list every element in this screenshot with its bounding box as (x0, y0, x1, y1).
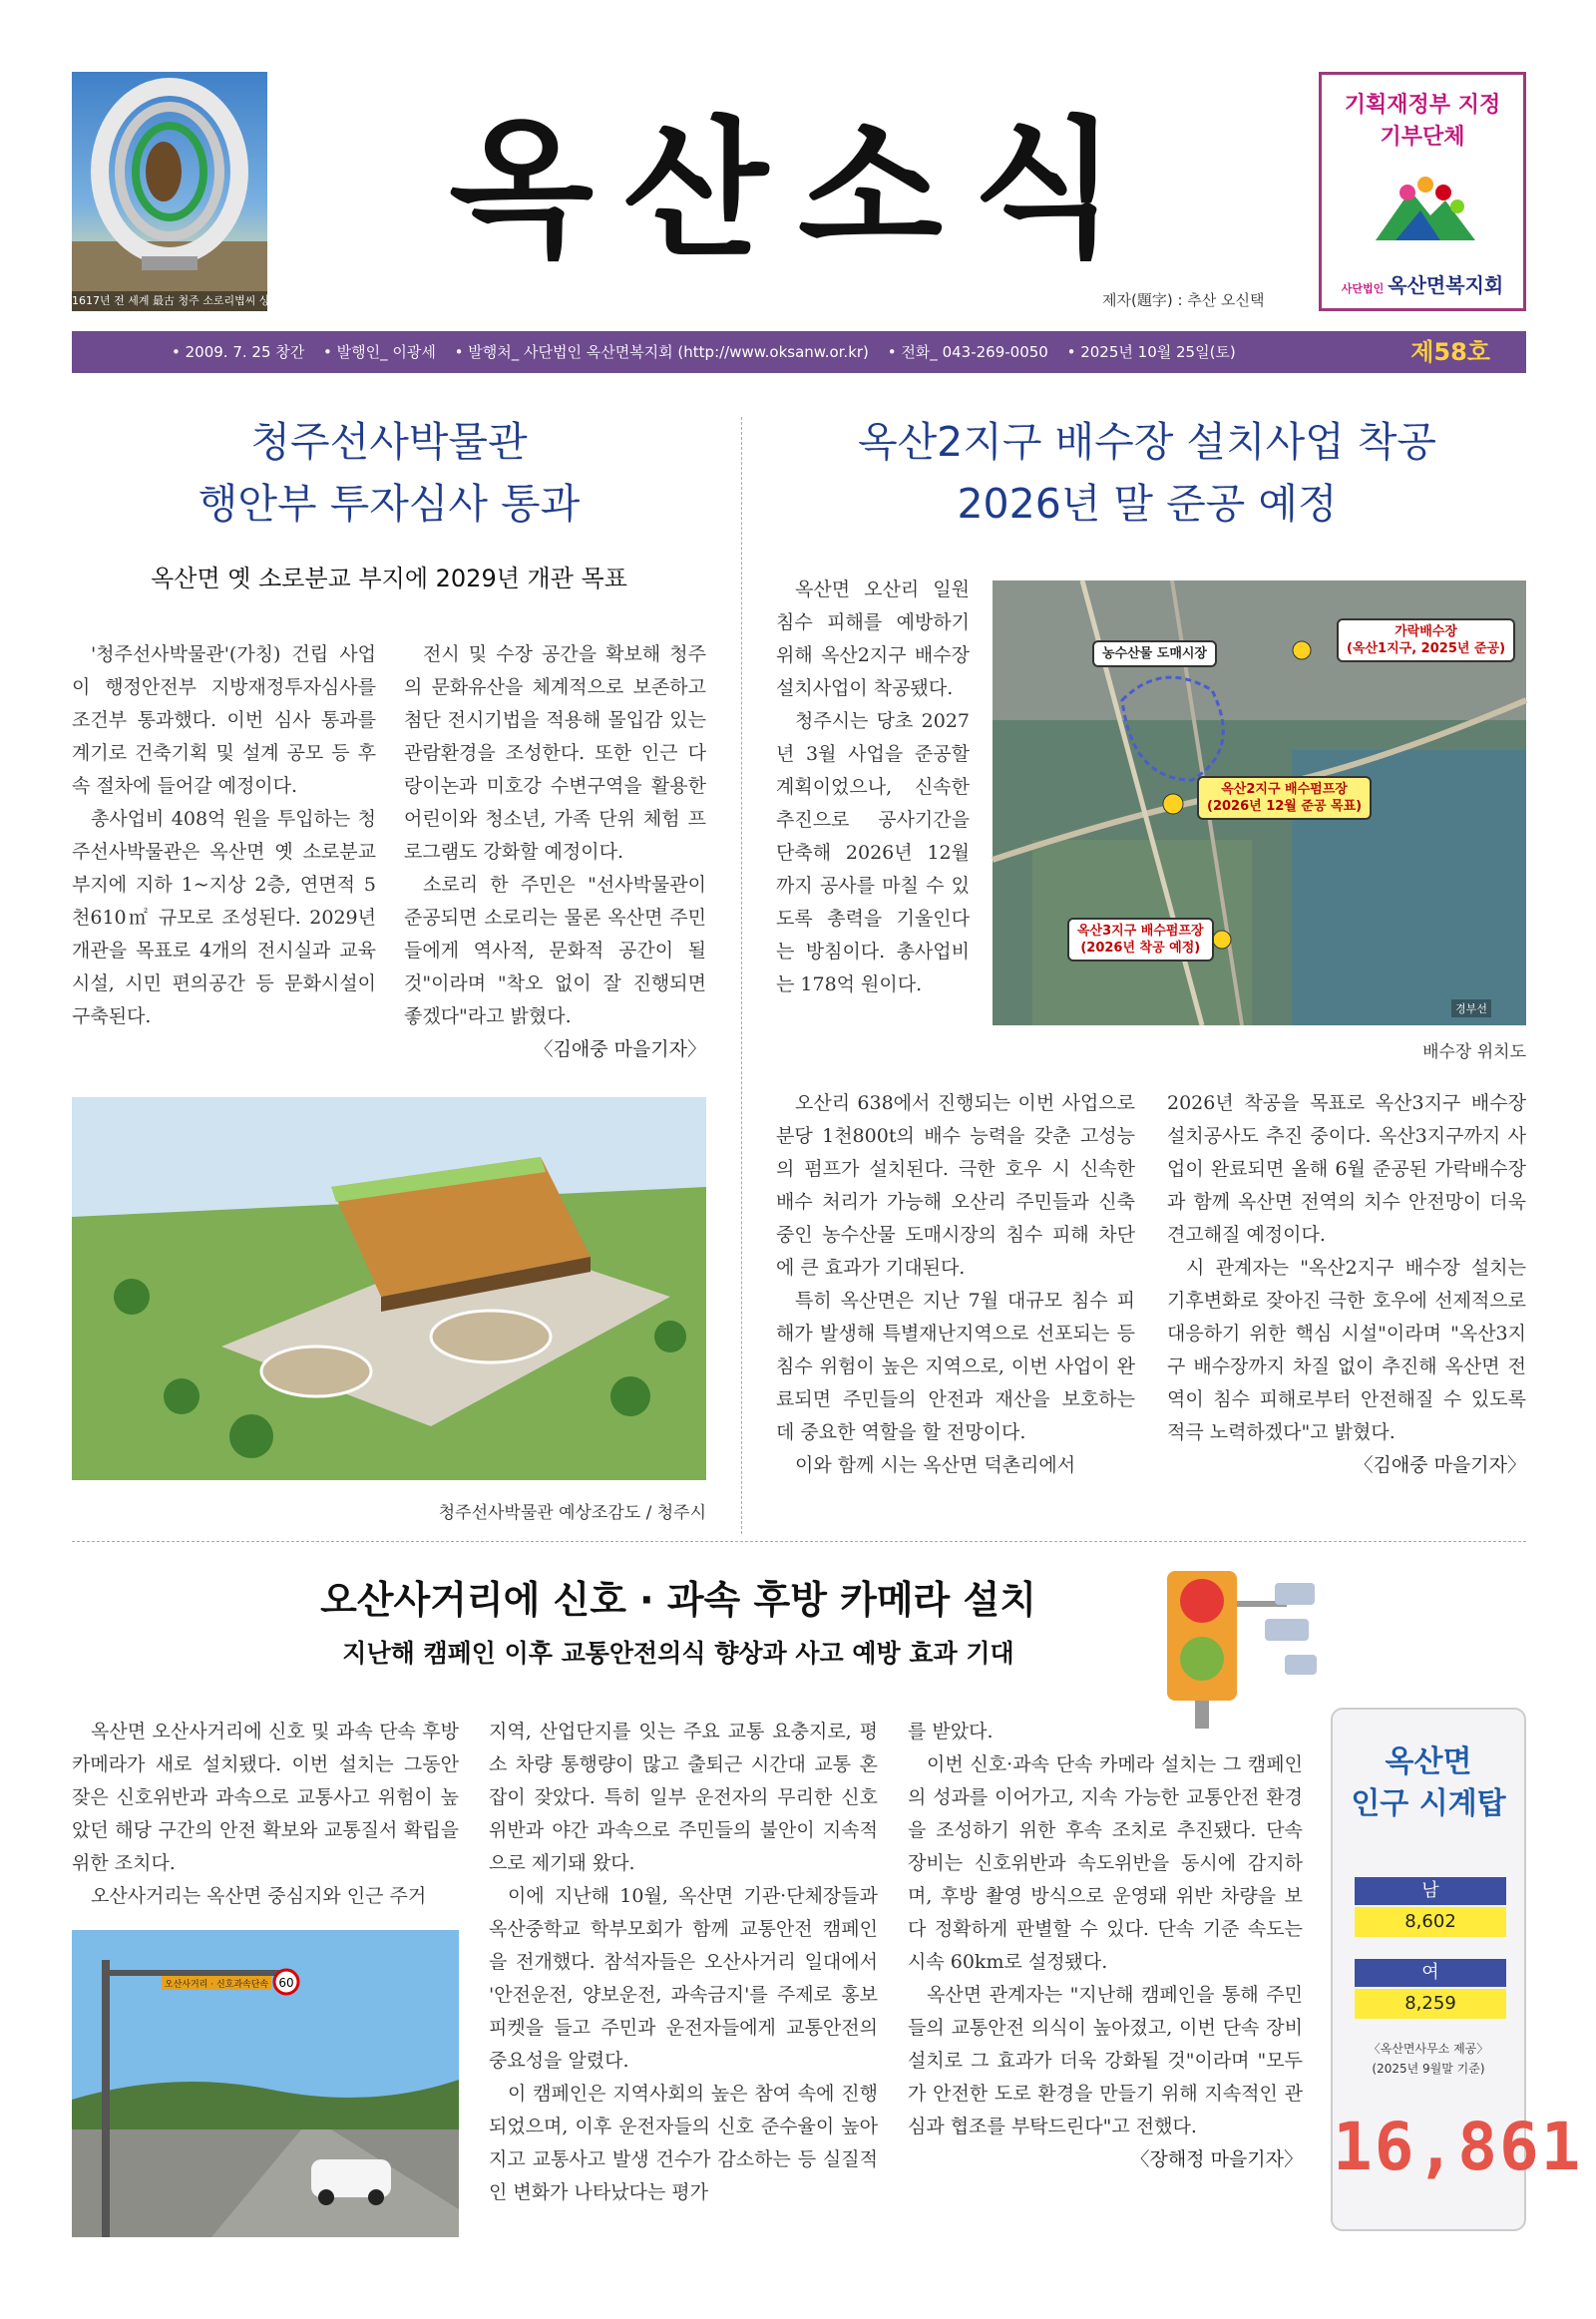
issue-date: • 2025년 10월 25일(토) (1066, 343, 1236, 361)
male-label: 남 (1355, 1877, 1506, 1905)
org-designation (1322, 89, 1523, 153)
paragraph: 전시 및 수장 공간을 확보해 청주의 문화유산을 체계적으로 보존하고 첨단 전시기법을 적용해 몰입감 있는 관람환경을 조성한다. 또한 인근 다랑이논과 미호강 수변구역을 활용한 어린이와 청소년, 가족 단위 체험 프로그램도 강화할 예정이다. (404, 643, 706, 863)
paragraph: '청주선사박물관'(가칭) 건립 사업이 행정안전부 지방재정투자심사를 조건부 통과했다. 이번 심사 통과를 계기로 건축기획 및 설계 공모 등 후속 절차에 들어갈 예정이다. (72, 643, 376, 797)
paragraph: 이에 지난해 10월, 옥산면 기관·단체장들과 옥산중학교 학부모회가 함께 교통안전 캠페인을 전개했다. 참석자들은 오산사거리 일대에서 '안전운전, 양보운전, 과속금지'를 주제로 홍보 피켓을 들고 주민과 운전자들에게 교통안전의 중요성을 알렸다. (489, 1885, 878, 2072)
monument-graphic (72, 72, 267, 311)
rice-seed-monument-photo (72, 72, 291, 311)
paragraph: 옥산면 관계자는 "지난해 캠페인을 통해 주민들의 교통안전 의식이 높아졌고, 이번 단속 장비 설치로 그 효과가 더욱 강화될 것"이라며 "모두가 안전한 도로 환경을 만들기 위해 지속적인 관심과 협조를 부탁드린다"고 전했다. (908, 1984, 1303, 2137)
museum-image-caption: 청주선사박물관 예상조감도 / 청주시 (438, 1503, 706, 1523)
reservoir-article-headline (768, 411, 1526, 535)
population-clock-widget (1331, 1708, 1583, 2231)
org-designation-line1: 기획재정부 지정 (1344, 92, 1501, 118)
publication-info-bar (72, 331, 1526, 373)
population-total: 16,861 (1333, 2109, 1583, 2185)
reservoir-headline-line1: 옥산2지구 배수장 설치사업 착공 (857, 418, 1437, 466)
founded-date: • 2009. 7. 25 창간 (172, 343, 305, 361)
camera-body-col3 (908, 1716, 1303, 2176)
section-divider (72, 1541, 1526, 1542)
speed-limit-sign: 60 (278, 1976, 294, 1990)
paragraph: 옥산면 오산사거리에 신호 및 과속 단속 후방 카메라가 새로 설치됐다. 이번 설치는 그동안 잦은 신호위반과 과속으로 교통사고 위험이 높았던 해당 구간의 안전 확보와 교통질서 확립을 위한 조치다. (72, 1721, 459, 1874)
paragraph: 총사업비 408억 원을 투입하는 청주선사박물관은 옥산면 옛 소로분교 부지에 지하 1~지상 2층, 연면적 5천610㎡ 규모로 조성된다. 2029년 개관을 목표로 4개의 전시실과 교육시설, 시민 편의공간 등 문화시설이 구축된다. (72, 808, 376, 1027)
paragraph: 소로리 한 주민은 "선사박물관이 준공되면 소로리는 물론 옥산면 주민들에게 역사적, 문화적 공간이 될 것"이라며 "착오 없이 잘 진행되면 좋겠다"라고 밝혔다. (404, 874, 706, 1027)
paragraph: 지역, 산업단지를 잇는 주요 교통 요충지로, 평소 차량 통행량이 많고 출퇴근 시간대 교통 혼잡이 잦았다. 특히 일부 운전자의 무리한 신호위반과 야간 과속으로 주민들의 불안이 지속적으로 제기돼 왔다. (489, 1721, 878, 1874)
museum-headline-line2: 행안부 투자심사 통과 (198, 480, 581, 528)
paragraph: 청주시는 당초 2027년 3월 사업을 준공할 계획이었으나, 신속한 추진으로 공사기간을 단축해 2026년 12월까지 공사를 마칠 수 있도록 총력을 기울인다는 방침이다. 총사업비는 178억 원이다. (776, 710, 970, 995)
museum-body-col2 (404, 638, 706, 1066)
reservoir-body-col-b (776, 1087, 1135, 1482)
pump2-title: 옥산2지구 배수펌프장 (1221, 782, 1348, 797)
population-title (1333, 1741, 1524, 1825)
org-emblem-icon (1366, 171, 1485, 250)
org-badge (1319, 72, 1526, 311)
reservoir-headline-line2: 2026년 말 준공 예정 (957, 480, 1338, 528)
population-basis-date: (2025년 9월말 기준) (1372, 2062, 1485, 2076)
garak-title: 가락배수장 (1395, 624, 1457, 639)
museum-article-headline (72, 411, 706, 535)
map-label-railway: 경부선 (1451, 999, 1491, 1017)
org-name-prefix: 사단법인 (1341, 282, 1385, 295)
newspaper-title: 옥산소식 (449, 102, 1147, 277)
title-calligraphy-credit: 제자(題字) : 추산 오신택 (1102, 291, 1265, 309)
traffic-camera-icon (1125, 1561, 1325, 1731)
paragraph: 이번 신호·과속 단속 카메라 설치는 그 캠페인의 성과를 이어가고, 지속 가능한 교통안전 환경을 조성하기 위한 후속 조치로 추진됐다. 단속 장비는 신호위반과 속도위반을 동시에 감지하며, 후방 촬영 방식으로 운영돼 위반 차량을 보다 정확하게 판별할 수 있다. 단속 기준 속도는 시속 60km로 설정됐다. (908, 1753, 1303, 1973)
reservoir-byline: 〈김애중 마을기자〉 (1354, 1454, 1526, 1476)
museum-byline: 〈김애중 마을기자〉 (534, 1038, 706, 1060)
paragraph: 오산사거리는 옥산면 중심지와 인근 주거 (91, 1885, 427, 1907)
population-title-line1: 옥산면 (1385, 1744, 1472, 1779)
museum-subheadline: 옥산면 옛 소로분교 부지에 2029년 개관 목표 (151, 565, 627, 592)
museum-body-col1 (72, 638, 376, 1033)
pump3-sub: (2026년 착공 예정) (1080, 941, 1201, 956)
phone: • 전화_ 043-269-0050 (887, 343, 1048, 361)
camera-subheadline: 지난해 캠페인 이후 교통안전의식 향상과 사고 예방 효과 기대 (342, 1639, 1014, 1668)
camera-body-col2 (489, 1716, 878, 2209)
map-label-market: 농수산물 도매시장 (1092, 640, 1217, 667)
paragraph: 옥산면 오산리 일원 침수 피해를 예방하기 위해 옥산2지구 배수장 설치사업이 착공됐다. (776, 579, 970, 699)
museum-rendering-image (72, 1097, 706, 1480)
org-name (1322, 269, 1523, 298)
population-title-line2: 인구 시계탑 (1351, 1786, 1506, 1821)
paragraph: 특히 옥산면은 지난 7월 대규모 침수 피해가 발생해 특별재난지역으로 선포되는 등 침수 위험이 높은 지역으로, 이번 사업이 완료되면 주민들의 안전과 재산을 보호하는 데 중요한 역할을 할 전망이다. (776, 1290, 1135, 1443)
reservoir-body-col-c (1167, 1087, 1526, 1482)
pump2-sub: (2026년 12월 준공 목표) (1207, 799, 1363, 814)
paragraph: 2026년 착공을 목표로 옥산3지구 배수장 설치공사도 추진 중이다. 옥산3지구까지 사업이 완료되면 올해 6월 준공된 가락배수장과 함께 옥산면 전역의 치수 안전망이 더욱 견고해질 예정이다. (1167, 1092, 1526, 1246)
population-source: 〈옥산면사무소 제공〉 (1368, 2042, 1489, 2056)
org-designation-line2: 기부단체 (1380, 124, 1465, 150)
crossroad-camera-photo (72, 1930, 459, 2237)
column-divider (741, 417, 742, 1534)
camera-headline: 오산사거리에 신호 · 과속 후방 카메라 설치 (320, 1578, 1036, 1622)
paragraph: 시 관계자는 "옥산2지구 배수장 설치는 기후변화로 잦아진 극한 호우에 선제적으로 대응하기 위한 핵심 시설"이라며 "옥산3지구 배수장까지 차질 없이 추진해 옥산면 전역이 침수 피해로부터 안전해질 수 있도록 적극 노력하겠다"고 밝혔다. (1167, 1257, 1526, 1443)
publisher: • 발행인_ 이광세 (323, 343, 436, 361)
map-label-pump3 (1067, 918, 1214, 962)
female-label: 여 (1355, 1959, 1506, 1987)
male-count: 8,602 (1355, 1907, 1506, 1937)
museum-headline-line1: 청주선사박물관 (250, 418, 528, 466)
map-label-pump2 (1197, 776, 1372, 820)
pump3-title: 옥산3지구 배수펌프장 (1077, 924, 1204, 939)
monument-caption: 1617년 전 세계 最古 청주 소로리볍씨 상징탑 (72, 291, 267, 311)
camera-body-col1 (72, 1716, 459, 1913)
garak-sub: (옥산1지구, 2025년 준공) (1347, 641, 1506, 656)
paragraph: 이 캠페인은 지역사회의 높은 참여 속에 진행되었으며, 이후 운전자들의 신호 준수율이 높아지고 교통사고 발생 건수가 감소하는 등 실질적인 변화가 나타났다는 평가 (489, 2083, 878, 2203)
issue-number: 제58호 (1410, 338, 1490, 366)
museum-rendering-graphic (72, 1097, 706, 1480)
map-label-garak (1337, 618, 1515, 662)
issuer: • 발행처_ 사단법인 옥산면복지회 (http://www.oksanw.or.kr) (454, 343, 869, 361)
camera-byline: 〈장해정 마을기자〉 (1130, 2148, 1303, 2170)
org-name-text: 옥산면복지회 (1388, 273, 1504, 297)
reservoir-map-caption: 배수장 위치도 (1422, 1042, 1526, 1062)
population-source-note (1333, 2039, 1524, 2079)
reservoir-body-col-a (776, 574, 970, 1001)
paragraph: 를 받았다. (908, 1721, 994, 1742)
female-count: 8,259 (1355, 1989, 1506, 2019)
paragraph: 이와 함께 시는 옥산면 덕촌리에서 (795, 1454, 1076, 1476)
reservoir-location-map (993, 580, 1526, 1025)
crossroad-photo-graphic (72, 1930, 459, 2237)
crossroad-sign-text: 오산사거리 · 신호과속단속 (164, 1980, 269, 1990)
paragraph: 오산리 638에서 진행되는 이번 사업으로 분당 1천800t의 배수 능력을 갖춘 고성능의 펌프가 설치된다. 극한 호우 시 신속한 배수 처리가 가능해 오산리 주민들과 신축 중인 농수산물 도매시장의 침수 피해 차단에 큰 효과가 기대된다. (776, 1092, 1135, 1279)
